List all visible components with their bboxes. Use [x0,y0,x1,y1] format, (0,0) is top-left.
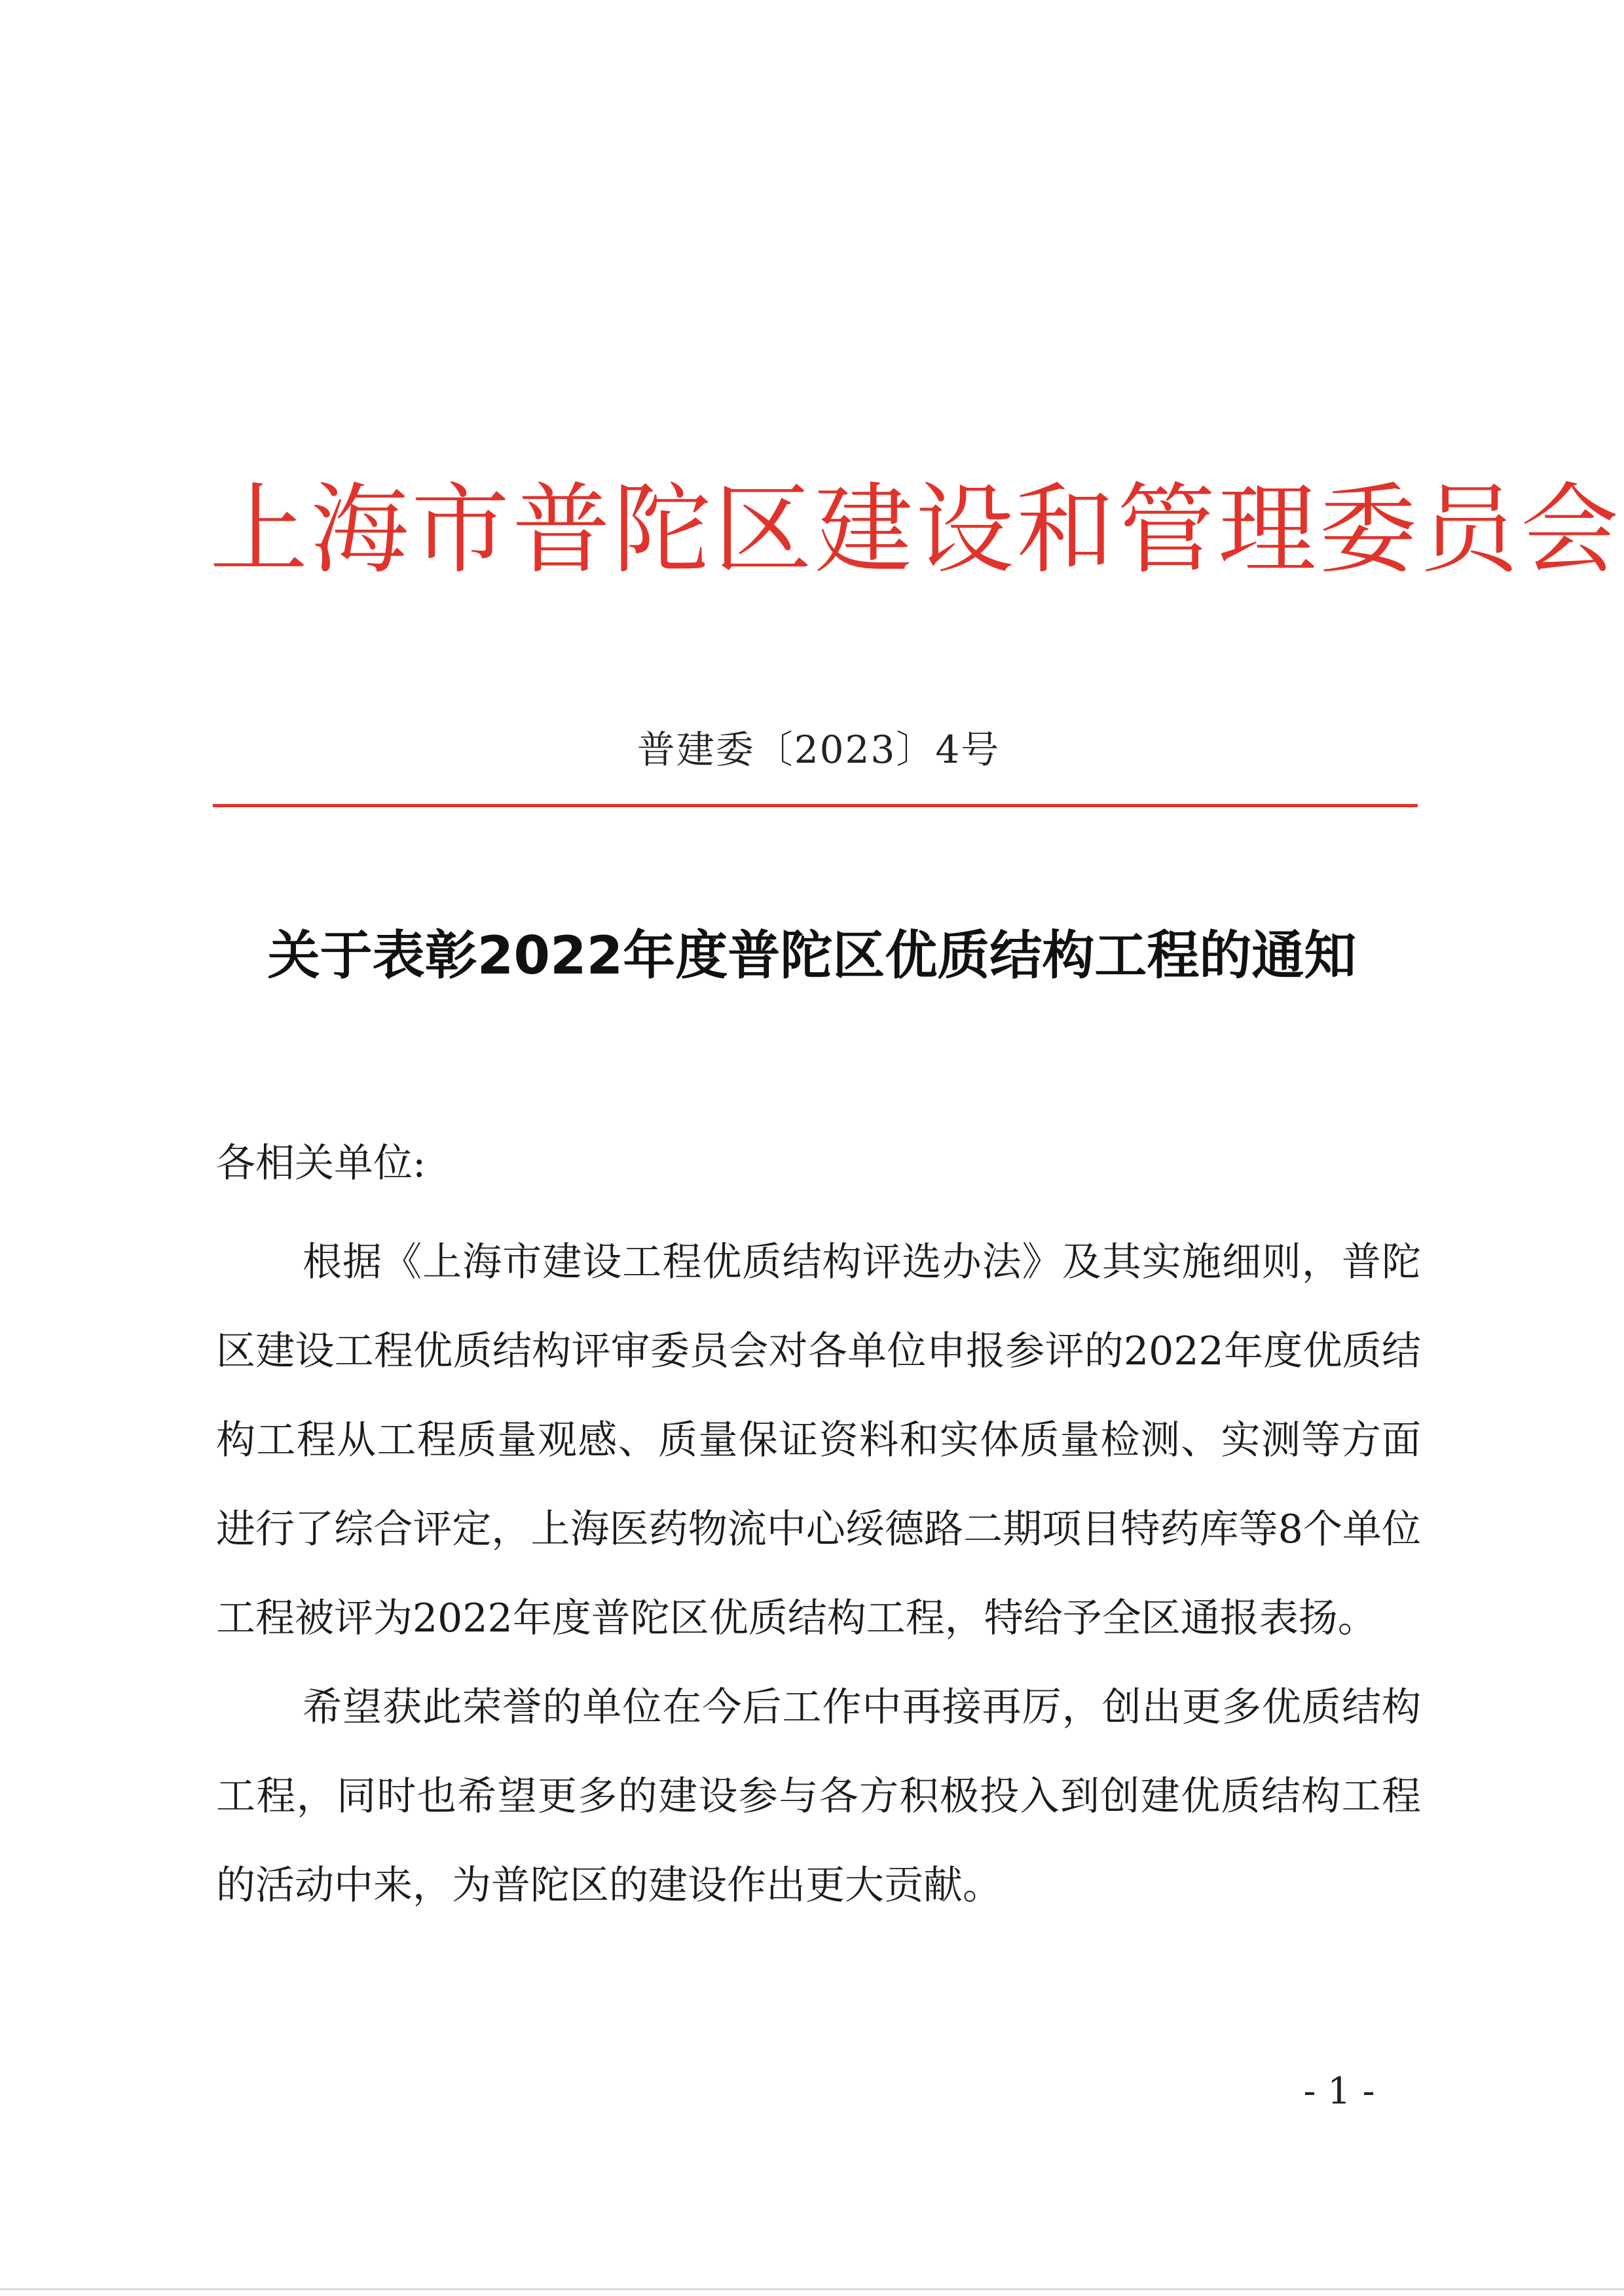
issuing-authority-header: 上海市普陀区建设和管理委员会 [210,473,1622,587]
salutation: 各相关单位: [216,1140,426,1186]
body-paragraph-1: 根据《上海市建设工程优质结构评选办法》及其实施细则，普陀区建设工程优质结构评审委员会对各单位申报参评的2022年度优质结构工程从工程质量观感、质量保证资料和实体质量检测、实测等方面进行了综合评定，上海医药物流中心绥德路二期项目特药库等8个单位工程被评为2022年度普陀区优质结构工程，特给予全区通报表扬。 [216,1239,1422,1641]
notice-title: 关于表彰2022年度普陀区优质结构工程的通知 [267,925,1357,986]
page-number: - 1 - [1303,2070,1375,2113]
red-divider-line [213,804,1418,807]
scan-edge-line [0,2288,1624,2290]
document-number: 普建委〔2023〕4号 [637,727,1001,772]
body-paragraph-2: 希望获此荣誉的单位在今后工作中再接再厉，创出更多优质结构工程，同时也希望更多的建设参与各方积极投入到创建优质结构工程的活动中来，为普陀区的建设作出更大贡献。 [216,1685,1421,1908]
